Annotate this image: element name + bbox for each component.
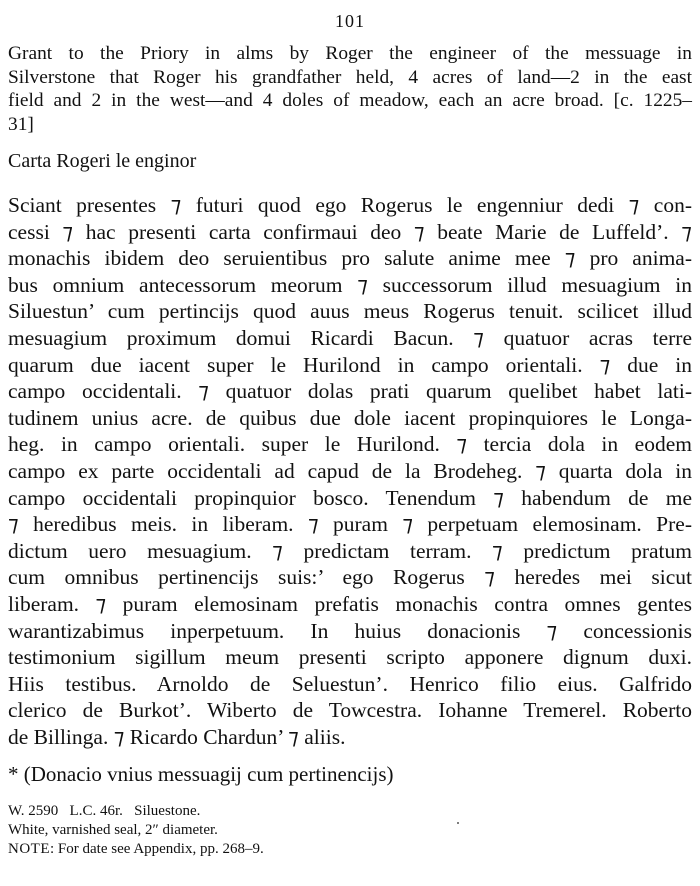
latin-line: de Billinga. ⁊ Ricardo Chardun’ ⁊ aliis.: [8, 724, 346, 749]
summary-line: field and 2 in the west—and 4 doles of meadow, each an acre broad. [c. 1225–: [8, 90, 692, 111]
latin-line: Sciant presentes ⁊ futuri quod ego Rogerus le engenniur dedi ⁊ con-: [8, 193, 692, 217]
latin-line: bus omnium antecessorum meorum ⁊ successorum illud mesuagium in: [8, 272, 692, 297]
latin-line: Siluestun’ cum pertincijs quod auus meus Rogerus tenuit. scilicet illud: [8, 299, 692, 324]
latin-line: testimonium sigillum meum presenti scripto apponere dignum duxi.: [8, 645, 692, 670]
latin-line: Hiis testibus. Arnoldo de Seluestun’. Henrico filio eius. Galfrido: [8, 671, 692, 696]
charter-title: Carta Rogeri le enginor: [8, 150, 197, 172]
summary-line: Grant to the Priory in alms by Roger the engineer of the messuage in: [8, 43, 692, 64]
summary-line: 31]: [8, 113, 34, 135]
note-label: NOTE: [8, 841, 50, 858]
latin-line: liberam. ⁊ puram elemosinam prefatis monachis contra omnes gentes: [8, 591, 692, 616]
rubric-note: * (Donacio vnius messuagij cum pertinencijs): [8, 762, 394, 787]
editorial-notes: [8, 802, 692, 859]
ink-speck: [457, 822, 459, 824]
latin-line: quarum due iacent super le Hurilond in campo orientali. ⁊ due in: [8, 352, 692, 377]
latin-line: heg. in campo orientali. super le Hurilond. ⁊ tercia dola in eodem: [8, 432, 692, 457]
document-page: [8, 0, 692, 859]
latin-line: campo occidentali. ⁊ quatuor dolas prati quarum quelibet habet lati-: [8, 379, 692, 404]
latin-line: tudinem unius acre. de quibus due dole iacent propinquiores le Longa-: [8, 405, 692, 430]
latin-line: clerico de Burkot’. Wiberto de Towcestra. Iohanne Tremerel. Roberto: [8, 698, 692, 723]
reference-note: W. 2590 L.C. 46r. Siluestone.: [8, 803, 201, 820]
latin-line: campo ex parte occidentali ad capud de la Brodeheg. ⁊ quarta dola in: [8, 458, 692, 483]
latin-line: cessi ⁊ hac presenti carta confirmaui deo ⁊ beate Marie de Luffeld’. ⁊: [8, 219, 692, 244]
date-note: [8, 840, 692, 859]
latin-line: dictum uero mesuagium. ⁊ predictam terram. ⁊ predictum pratum: [8, 538, 692, 563]
latin-line: warantizabimus inperpetuum. In huius donacionis ⁊ concessionis: [8, 618, 692, 643]
latin-line: mesuagium proximum domui Ricardi Bacun. ⁊ quatuor acras terre: [8, 325, 692, 350]
latin-line: campo occidentali propinquior bosco. Tenendum ⁊ habendum de me: [8, 485, 692, 510]
latin-line: monachis ibidem deo seruientibus pro salute anime mee ⁊ pro anima-: [8, 246, 692, 271]
summary-line: Silverstone that Roger his grandfather held, 4 acres of land—2 in the east: [8, 66, 692, 88]
seal-note: White, varnished seal, 2″ diameter.: [8, 822, 218, 839]
charter-summary: [8, 42, 692, 136]
note-text: : For date see Appendix, pp. 268–9.: [50, 841, 264, 858]
latin-charter-text: [8, 192, 692, 750]
latin-line: cum omnibus pertinencijs suis:’ ego Rogerus ⁊ heredes mei sicut: [8, 565, 692, 590]
page-number: 101: [335, 11, 365, 31]
latin-line: ⁊ heredibus meis. in liberam. ⁊ puram ⁊ perpetuam elemosinam. Pre-: [8, 512, 692, 537]
